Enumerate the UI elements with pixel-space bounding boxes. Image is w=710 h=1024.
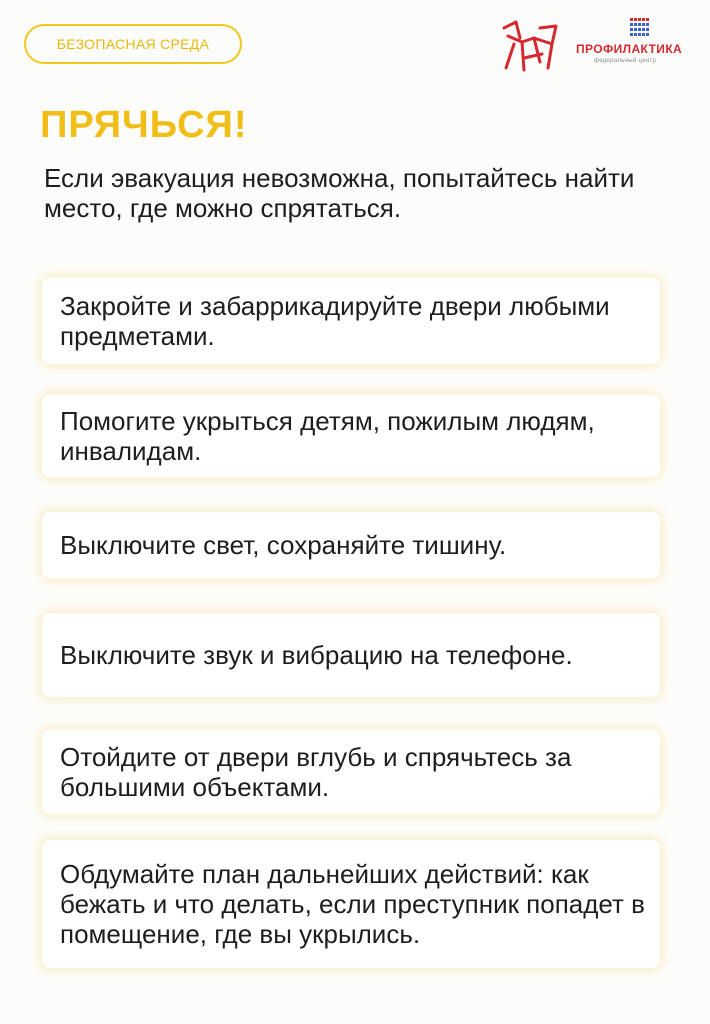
logo-title: ПРОФИЛАКТИКА: [576, 42, 683, 56]
tip-card: [42, 512, 660, 578]
tip-text: Помогите укрыться детям, пожилым людям, инвалидам.: [60, 406, 595, 466]
section-badge: [24, 24, 242, 64]
tip-card: [42, 730, 660, 814]
tip-text: Закройте и забаррикадируйте двери любыми предметами.: [60, 291, 610, 351]
intro-text: Если эвакуация невозможна, попытайтесь найти место, где можно спрятаться.: [44, 163, 635, 223]
tip-card: [42, 613, 660, 697]
tip-card: [42, 395, 660, 477]
tip-text: Обдумайте план дальнейших действий: как бежать и что делать, если преступник попадет в помещение, где вы укрылись.: [60, 859, 645, 949]
dot-grid-icon: [630, 18, 650, 36]
tip-text: Отойдите от двери вглубь и спрячьтесь за большими объектами.: [60, 742, 572, 802]
red-chair-logo-icon: [500, 18, 562, 74]
tip-card: [42, 840, 660, 968]
page-title: ПРЯЧЬСЯ!: [40, 104, 248, 146]
logo: [500, 18, 700, 78]
tip-text: Выключите звук и вибрацию на телефоне.: [60, 640, 573, 670]
section-badge-label: БЕЗОПАСНАЯ СРЕДА: [56, 36, 210, 52]
tip-text: Выключите свет, сохраняйте тишину.: [60, 530, 507, 560]
logo-subtitle: федеральный центр: [594, 58, 657, 64]
tip-card: [42, 278, 660, 364]
